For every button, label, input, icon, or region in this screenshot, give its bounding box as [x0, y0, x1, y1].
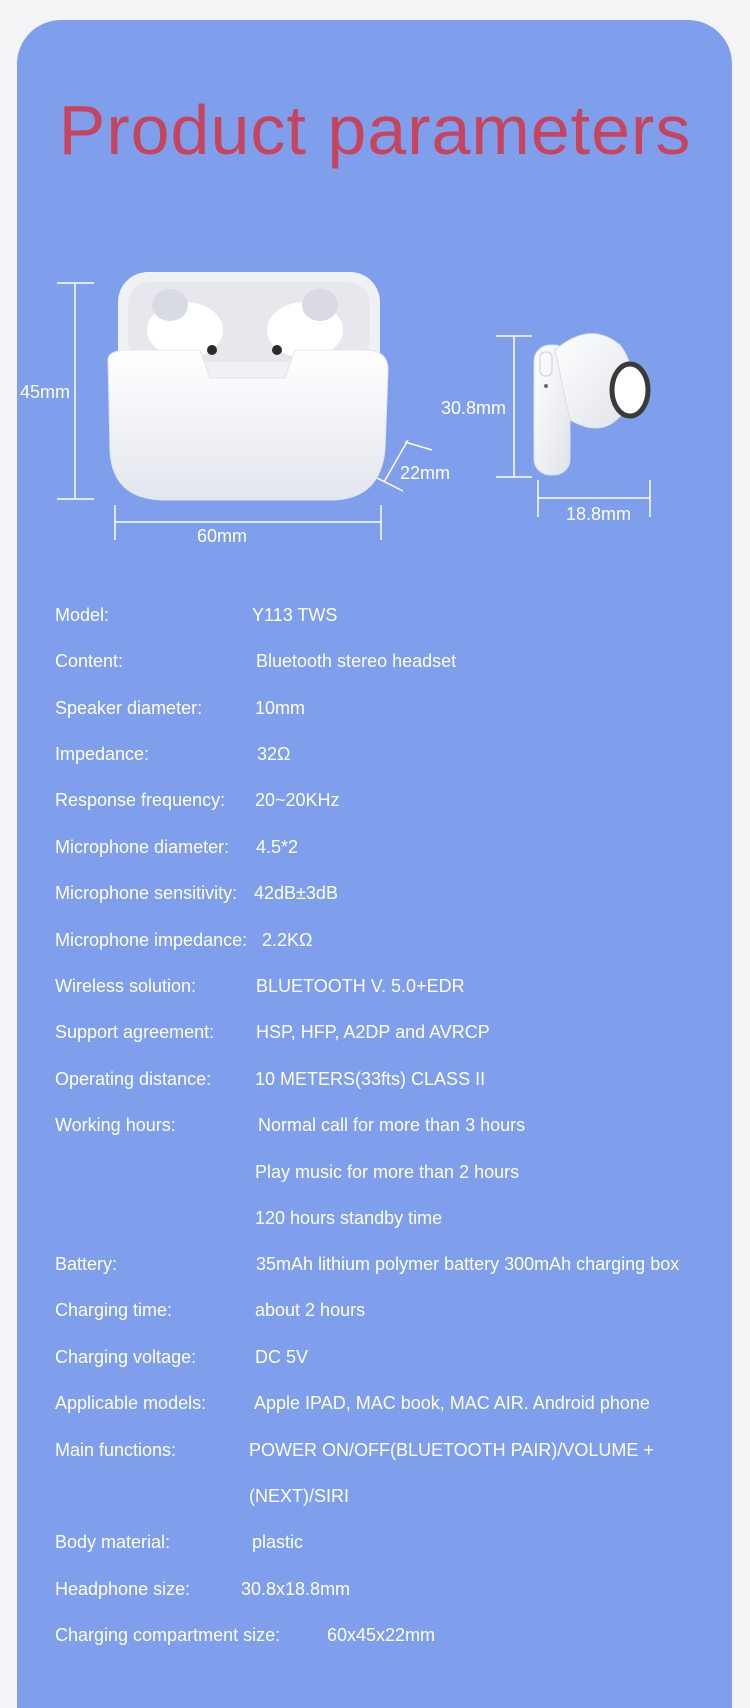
spec-value-impedance: 32Ω [257, 744, 291, 764]
spec-label-battery: Battery: [55, 1254, 118, 1274]
spec-label-operating-distance: Operating distance: [55, 1069, 212, 1089]
case-depth-label: 22mm [400, 463, 451, 483]
product-card-bottom [17, 1660, 732, 1708]
spec-value-operating-distance: 10 METERS(33fts) CLASS II [255, 1069, 486, 1089]
spec-label-charging-compartment-size: Charging compartment size: [55, 1625, 281, 1645]
charging-case-image [108, 272, 388, 500]
spec-label-main-functions: Main functions: [55, 1440, 177, 1460]
spec-label-support-agreement: Support agreement: [55, 1022, 215, 1042]
spec-value-charging-voltage: DC 5V [255, 1347, 309, 1367]
spec-value-content: Bluetooth stereo headset [256, 651, 457, 671]
spec-value-microphone-sensitivity: 42dB±3dB [254, 883, 338, 903]
spec-label-working-hours: Working hours: [55, 1115, 176, 1135]
spec-value-charging-time: about 2 hours [255, 1300, 366, 1320]
spec-value-main-functions-2: (NEXT)/SIRI [249, 1486, 350, 1506]
case-height-label: 45mm [20, 382, 71, 402]
spec-label-response-frequency: Response frequency: [55, 790, 226, 810]
spec-value-wireless-solution: BLUETOOTH V. 5.0+EDR [256, 976, 465, 996]
spec-label-wireless-solution: Wireless solution: [55, 976, 197, 996]
spec-label-model: Model: [55, 605, 110, 625]
spec-value-microphone-diameter: 4.5*2 [256, 837, 299, 857]
case-width-dimension [115, 505, 381, 540]
page-title: Product parameters [58, 91, 692, 169]
spec-label-impedance: Impedance: [55, 744, 150, 764]
spec-label-charging-voltage: Charging voltage: [55, 1347, 197, 1367]
spec-value-applicable-models: Apple IPAD, MAC book, MAC AIR. Android phone [254, 1393, 650, 1413]
spec-value-response-frequency: 20~20KHz [255, 790, 340, 810]
spec-value-working-hours-2: Play music for more than 2 hours [255, 1162, 520, 1182]
spec-value-charging-compartment-size: 60x45x22mm [327, 1625, 436, 1645]
spec-value-model: Y113 TWS [252, 605, 338, 625]
spec-value-support-agreement: HSP, HFP, A2DP and AVRCP [256, 1022, 490, 1042]
spec-value-speaker-diameter: 10mm [255, 698, 306, 718]
spec-label-applicable-models: Applicable models: [55, 1393, 207, 1413]
spec-value-main-functions: POWER ON/OFF(BLUETOOTH PAIR)/VOLUME + [249, 1440, 654, 1460]
spec-value-body-material: plastic [252, 1532, 304, 1552]
spec-label-content: Content: [55, 651, 124, 671]
product-illustration [0, 0, 750, 560]
spec-label-body-material: Body material: [55, 1532, 171, 1552]
earbud-width-label: 18.8mm [566, 504, 632, 524]
spec-value-working-hours: Normal call for more than 3 hours [258, 1115, 526, 1135]
spec-label-microphone-impedance: Microphone impedance: [55, 930, 248, 950]
spec-value-working-hours-3: 120 hours standby time [255, 1208, 443, 1228]
spec-label-microphone-sensitivity: Microphone sensitivity: [55, 883, 238, 903]
case-width-label: 60mm [197, 526, 248, 546]
spec-value-headphone-size: 30.8x18.8mm [241, 1579, 351, 1599]
spec-label-charging-time: Charging time: [55, 1300, 173, 1320]
spec-label-speaker-diameter: Speaker diameter: [55, 698, 203, 718]
spec-value-microphone-impedance: 2.2KΩ [262, 930, 313, 950]
earbud-height-label: 30.8mm [441, 398, 507, 418]
spec-value-battery: 35mAh lithium polymer battery 300mAh charging box [256, 1254, 680, 1274]
spec-label-headphone-size: Headphone size: [55, 1579, 191, 1599]
spec-label-microphone-diameter: Microphone diameter: [55, 837, 230, 857]
earbud-image [534, 334, 648, 475]
